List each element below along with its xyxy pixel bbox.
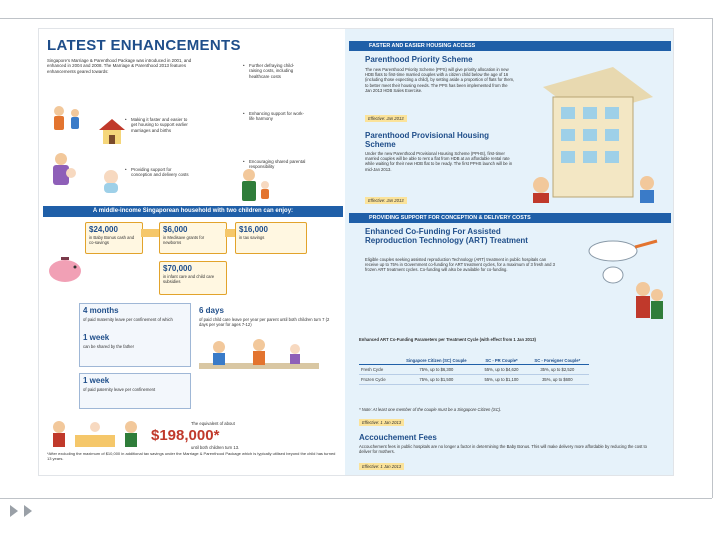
- bullet-conception: • Providing support for conception and delivery costs: [131, 167, 189, 178]
- footnote: *After excluding the maximum of $10,000 in additional tax savings under the Marriage & Parenthood Package which is typically utilised beyond the child has turned 13 years.: [47, 451, 336, 461]
- page-title: LATEST ENHANCEMENTS: [47, 37, 241, 54]
- father-child-illustration-icon: [235, 167, 277, 203]
- connector-strip: [141, 229, 159, 237]
- previous-slide-icon[interactable]: [10, 505, 18, 517]
- money-desc: in Baby Bonus cash and co-savings: [89, 235, 135, 245]
- family-leave-illustration-icon: [199, 335, 319, 375]
- money-amount: $16,000: [239, 225, 268, 234]
- table-header-cell: Singapore Citizen (SC) Couple: [395, 357, 477, 365]
- effective-date-badge: Effective: Jan 2013: [365, 115, 407, 122]
- table-cell: Frozen Cycle: [359, 375, 395, 385]
- effective-date-badge: Effective: 1 Jan 2013: [359, 419, 404, 426]
- table-header-cell: [359, 357, 395, 365]
- money-desc: in Medisave grants for newborns: [163, 235, 205, 245]
- leave-amount: 6 days: [199, 306, 224, 315]
- infographic-page: [38, 28, 674, 476]
- leave-desc: of paid paternity leave per confinement: [83, 387, 156, 392]
- effective-date-badge: Effective: 1 Jan 2013: [359, 463, 404, 470]
- section-band-housing: FASTER AND EASIER HOUSING ACCESS: [349, 41, 671, 51]
- leave-amount: 4 months: [83, 306, 119, 315]
- money-card-tax-savings: [235, 222, 307, 254]
- table-note: * Note: At least one member of the couple must be a Singapore Citizen (SC).: [359, 407, 502, 412]
- table-cell: 55%, up to $1,100: [477, 375, 525, 385]
- table-row: [359, 375, 589, 385]
- leave-amount: 1 week: [83, 333, 110, 342]
- accouchement-title: Accouchement Fees: [359, 433, 437, 442]
- total-amount: $198,000*: [151, 427, 220, 444]
- money-amount: $70,000: [163, 264, 192, 273]
- total-sub: until both children turn 13.: [191, 445, 240, 450]
- bullet-shared-responsibility: • Encouraging shared parental responsibility: [249, 159, 307, 170]
- leave-desc: of paid maternity leave per confinement of which: [83, 317, 173, 322]
- table-cell: 35%, up to $2,520: [526, 365, 589, 375]
- art-cofunding-body: Eligible couples seeking assisted reproduction Technology (ART) treatment in public hospitals can receive up to 75% in Government co-funding for ART treatment cycles, for a maximum of 3 fresh and 3 frozen ART treatment cycles. Co-funding will also be available for co-funding.: [365, 257, 556, 273]
- connector-strip: [225, 229, 235, 237]
- section-band-conception: PROVIDING SUPPORT FOR CONCEPTION & DELIVERY COSTS: [349, 213, 671, 223]
- hdb-flats-illustration-icon: [523, 57, 663, 207]
- left-column: [39, 29, 345, 476]
- table-cell: Fresh Cycle: [359, 365, 395, 375]
- household-band: A middle-income Singaporean household with two children can enjoy:: [43, 206, 343, 217]
- house-illustration-icon: [97, 117, 127, 147]
- money-card-baby-bonus: [85, 222, 143, 254]
- money-card-medisave: [159, 222, 227, 254]
- effective-date-badge: Effective: Jan 2013: [365, 197, 407, 204]
- parenthood-priority-body: The new Parenthood Priority Scheme (PPS) will give priority allocation in new HDB flats to first-time married couples with a citizen child below the age of 16 (including those expecting a child), by setting aside a proportion of flats for them, to better meet their housing needs. The PPS has been implemented from the Jan 2013 HDB Sales Exercise.: [365, 67, 515, 93]
- money-card-childcare: [159, 261, 227, 295]
- accouchement-body: Accouchement fees in public hospitals are no longer a factor in determining the Baby Bonus. This will make delivery more affordable by reducing the cost to deliver for mothers.: [359, 444, 648, 455]
- slide-right-rule: [712, 18, 713, 498]
- table-header-cell: SC - Foreigner Couple*: [526, 357, 589, 365]
- money-desc: in tax savings: [239, 235, 265, 240]
- table-cell: 75%, up to $6,300: [395, 365, 477, 375]
- money-amount: $6,000: [163, 225, 188, 234]
- bullet-housing: • Making it faster and easier to get housing to support earlier marriages and births: [131, 117, 189, 133]
- piggy-bank-illustration-icon: [45, 251, 85, 287]
- stork-baby-illustration-icon: [573, 229, 669, 329]
- money-amount: $24,000: [89, 225, 118, 234]
- table-cell: 75%, up to $1,500: [395, 375, 477, 385]
- leave-desc: of paid child care leave per year per parent until both children turn 7 (2 days per year for ages 7-12): [199, 317, 330, 327]
- provisional-housing-title: Parenthood Provisional Housing Scheme: [365, 131, 490, 149]
- bullet-child-costs: • Further defraying child-raising costs, including healthcare costs: [249, 63, 307, 79]
- table-caption: Enhanced ART Co-Funding Parameters per Treatment Cycle (with effect from 1 Jan 2013): [359, 337, 536, 342]
- intro-text: Singapore’s Marriage & Parenthood Package was introduced in 2001, and enhanced in 2004 and 2008. The Marriage & Parenthood 2013 features enhancements geared towards:: [47, 58, 192, 74]
- table-cell: 35%, up to $600: [526, 375, 589, 385]
- money-desc: in infant care and child care subsidies: [163, 274, 215, 284]
- leave-desc: can be shared by the father: [83, 344, 134, 349]
- slide-top-rule: [0, 18, 712, 19]
- next-slide-icon[interactable]: [24, 505, 32, 517]
- table-row: [359, 365, 589, 375]
- baby-illustration-icon: [97, 167, 125, 195]
- art-cofunding-title: Enhanced Co-Funding For Assisted Reproduction Technology (ART) Treatment: [365, 227, 528, 245]
- parenthood-priority-title: Parenthood Priority Scheme: [365, 55, 473, 64]
- table-cell: 55%, up to $4,620: [477, 365, 525, 375]
- bullet-work-life: • Enhancing support for work-life harmony: [249, 111, 307, 122]
- table-header-cell: SC - PR Couple*: [477, 357, 525, 365]
- art-cofunding-table: [359, 357, 589, 385]
- leave-amount: 1 week: [83, 376, 110, 385]
- slide-bottom-rule: [0, 498, 712, 499]
- mother-baby-illustration-icon: [47, 151, 81, 191]
- provisional-housing-body: Under the new Parenthood Provisional Housing Scheme (PPHS), first-timer married couples will be able to rent a flat from HDB at an affordable rental rate while waiting for their new HDB flat to be ready. The first PPHS launch will be in mid-Jan 2013.: [365, 151, 513, 172]
- total-label: The equivalent of about: [191, 421, 235, 426]
- right-column: [345, 29, 674, 476]
- table-header-row: [359, 357, 589, 365]
- family-illustration-icon: [47, 103, 87, 135]
- family-celebration-illustration-icon: [45, 413, 145, 449]
